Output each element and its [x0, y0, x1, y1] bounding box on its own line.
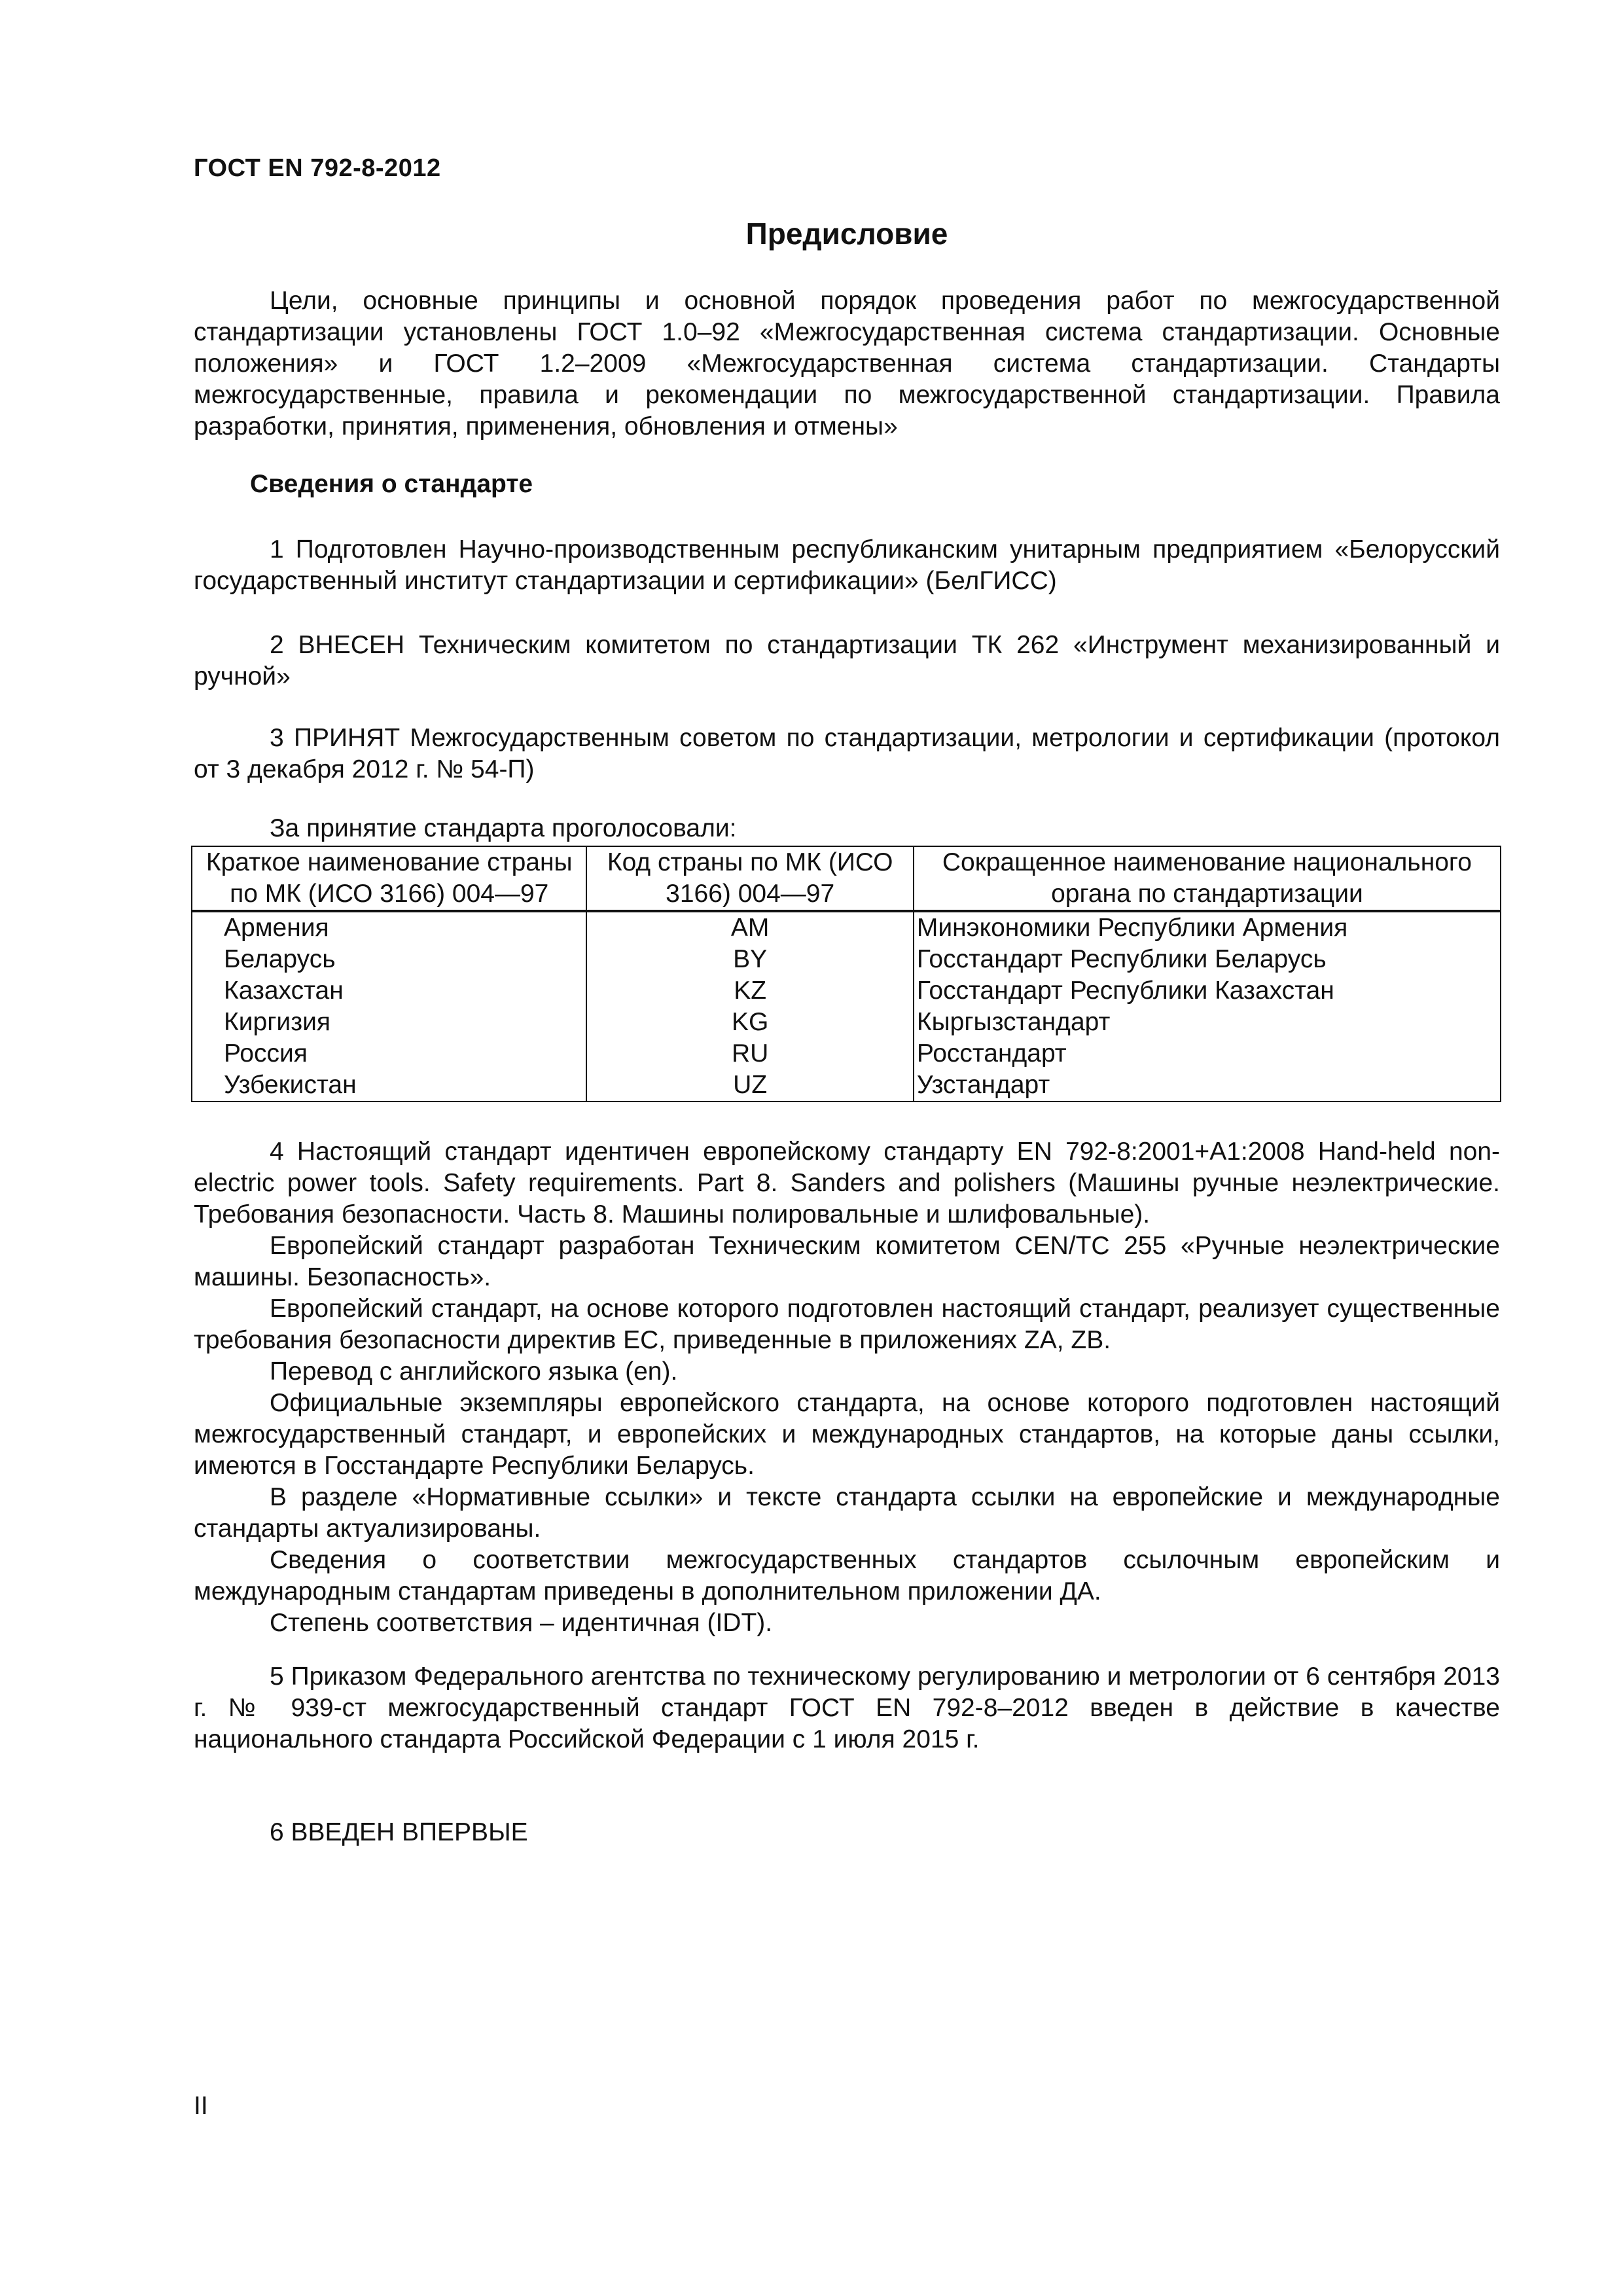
- item-4-paragraph: Перевод с английского языка (en).: [270, 1357, 678, 1386]
- item-3-text: 3 ПРИНЯТ Межгосударственным советом по стандартизации, метрологии и сертификации (протокол от 3 декабря 2012 г. № 54-П): [194, 724, 1500, 783]
- table-row: [192, 911, 1501, 944]
- country-name: Киргизия: [192, 1007, 586, 1038]
- country-name: Беларусь: [192, 944, 586, 975]
- intro-paragraph: [194, 285, 1500, 442]
- item-4-paragraph: Степень соответствия – идентичная (IDT).: [270, 1609, 773, 1637]
- country-name: Узбекистан: [192, 1069, 586, 1102]
- item-2-text: 2 ВНЕСЕН Техническим комитетом по стандартизации ТК 262 «Инструмент механизированный и ручной»: [194, 631, 1500, 691]
- header-country-code: Код страны по МК (ИСО 3166) 004—97: [586, 846, 913, 911]
- table-row: [192, 944, 1501, 975]
- country-code: RU: [586, 1038, 913, 1069]
- item-2: [194, 630, 1500, 692]
- table-row: [192, 975, 1501, 1007]
- item-5: [194, 1661, 1500, 1755]
- section-heading: Сведения о стандарте: [250, 470, 533, 498]
- country-code: KZ: [586, 975, 913, 1007]
- item-1-text: 1 Подготовлен Научно-производственным республиканским унитарным предприятием «Белорусский государственный институт стандартизации и сертификации» (БелГИСС): [194, 535, 1500, 595]
- national-body: Кыргызстандарт: [914, 1007, 1501, 1038]
- country-code: UZ: [586, 1069, 913, 1102]
- page-number: II: [194, 2092, 208, 2120]
- item-4-paragraph: Европейский стандарт разработан Техническим комитетом CEN/TC 255 «Ручные неэлектрические машины. Безопасность».: [194, 1232, 1500, 1291]
- header-country-name: Краткое наименование страны по МК (ИСО 3166) 004—97: [192, 846, 586, 911]
- national-body: Госстандарт Республики Казахстан: [914, 975, 1501, 1007]
- country-code: KG: [586, 1007, 913, 1038]
- item-4-paragraph: 4 Настоящий стандарт идентичен европейскому стандарту EN 792-8:2001+A1:2008 Hand-held non-electric power tools. Safety requirements. Part 8. Sanders and polishers (Машины ручные неэлектрические. Требования безопасности. Часть 8. Машины полировальные и шлифовальные).: [194, 1138, 1500, 1229]
- country-code: AM: [586, 911, 913, 944]
- item-1: [194, 534, 1500, 597]
- vote-table: [191, 846, 1501, 1102]
- item-6-text: 6 ВВЕДЕН ВПЕРВЫЕ: [270, 1818, 528, 1846]
- header-national-body: Сокращенное наименование национального органа по стандартизации: [914, 846, 1501, 911]
- national-body: Минэкономики Республики Армения: [914, 911, 1501, 944]
- item-5-text: 5 Приказом Федерального агентства по техническому регулированию и метрологии от 6 сентября 2013 г. № 939-ст межгосударственный стандарт ГОСТ EN 792-8–2012 введен в действие в качестве национального стандарта Российской Федерации с 1 июля 2015 г.: [194, 1662, 1500, 1753]
- country-name: Россия: [192, 1038, 586, 1069]
- page-title: Предисловие: [745, 217, 948, 251]
- national-body: Узстандарт: [914, 1069, 1501, 1102]
- country-name: Армения: [192, 911, 586, 944]
- item-4: [194, 1136, 1500, 1639]
- table-row: [192, 1007, 1501, 1038]
- item-4-paragraph: В разделе «Нормативные ссылки» и тексте стандарта ссылки на европейские и международные стандарты актуализированы.: [194, 1483, 1500, 1543]
- national-body: Росстандарт: [914, 1038, 1501, 1069]
- intro-text: Цели, основные принципы и основной порядок проведения работ по межгосударственной стандартизации установлены ГОСТ 1.0–92 «Межгосударственная система стандартизации. Основные положения» и ГОСТ 1.2–2009 «Межгосударственная система стандартизации. Стандарты межгосударственные, правила и рекомендации по межгосударственной стандартизации. Правила разработки, принятия, применения, обновления и отмены»: [194, 287, 1500, 440]
- table-header-row: [192, 846, 1501, 911]
- item-3: [194, 723, 1500, 785]
- item-4-paragraph: Сведения о соответствии межгосударственных стандартов ссылочным европейским и международным стандартам приведены в дополнительном приложении ДА.: [194, 1546, 1500, 1605]
- national-body: Госстандарт Республики Беларусь: [914, 944, 1501, 975]
- country-code: BY: [586, 944, 913, 975]
- item-4-paragraph: Европейский стандарт, на основе которого подготовлен настоящий стандарт, реализует существенные требования безопасности директив ЕС, приведенные в приложениях ZA, ZB.: [194, 1295, 1500, 1354]
- document-code: ГОСТ EN 792-8-2012: [194, 154, 441, 182]
- item-6: [194, 1817, 1500, 1848]
- table-caption: За принятие стандарта проголосовали:: [270, 814, 737, 842]
- table-row: [192, 1038, 1501, 1069]
- item-4-paragraph: Официальные экземпляры европейского стандарта, на основе которого подготовлен настоящий межгосударственный стандарт, и европейских и международных стандартов, на которые даны ссылки, имеются в Госстандарте Республики Беларусь.: [194, 1389, 1500, 1480]
- country-name: Казахстан: [192, 975, 586, 1007]
- table-row: [192, 1069, 1501, 1102]
